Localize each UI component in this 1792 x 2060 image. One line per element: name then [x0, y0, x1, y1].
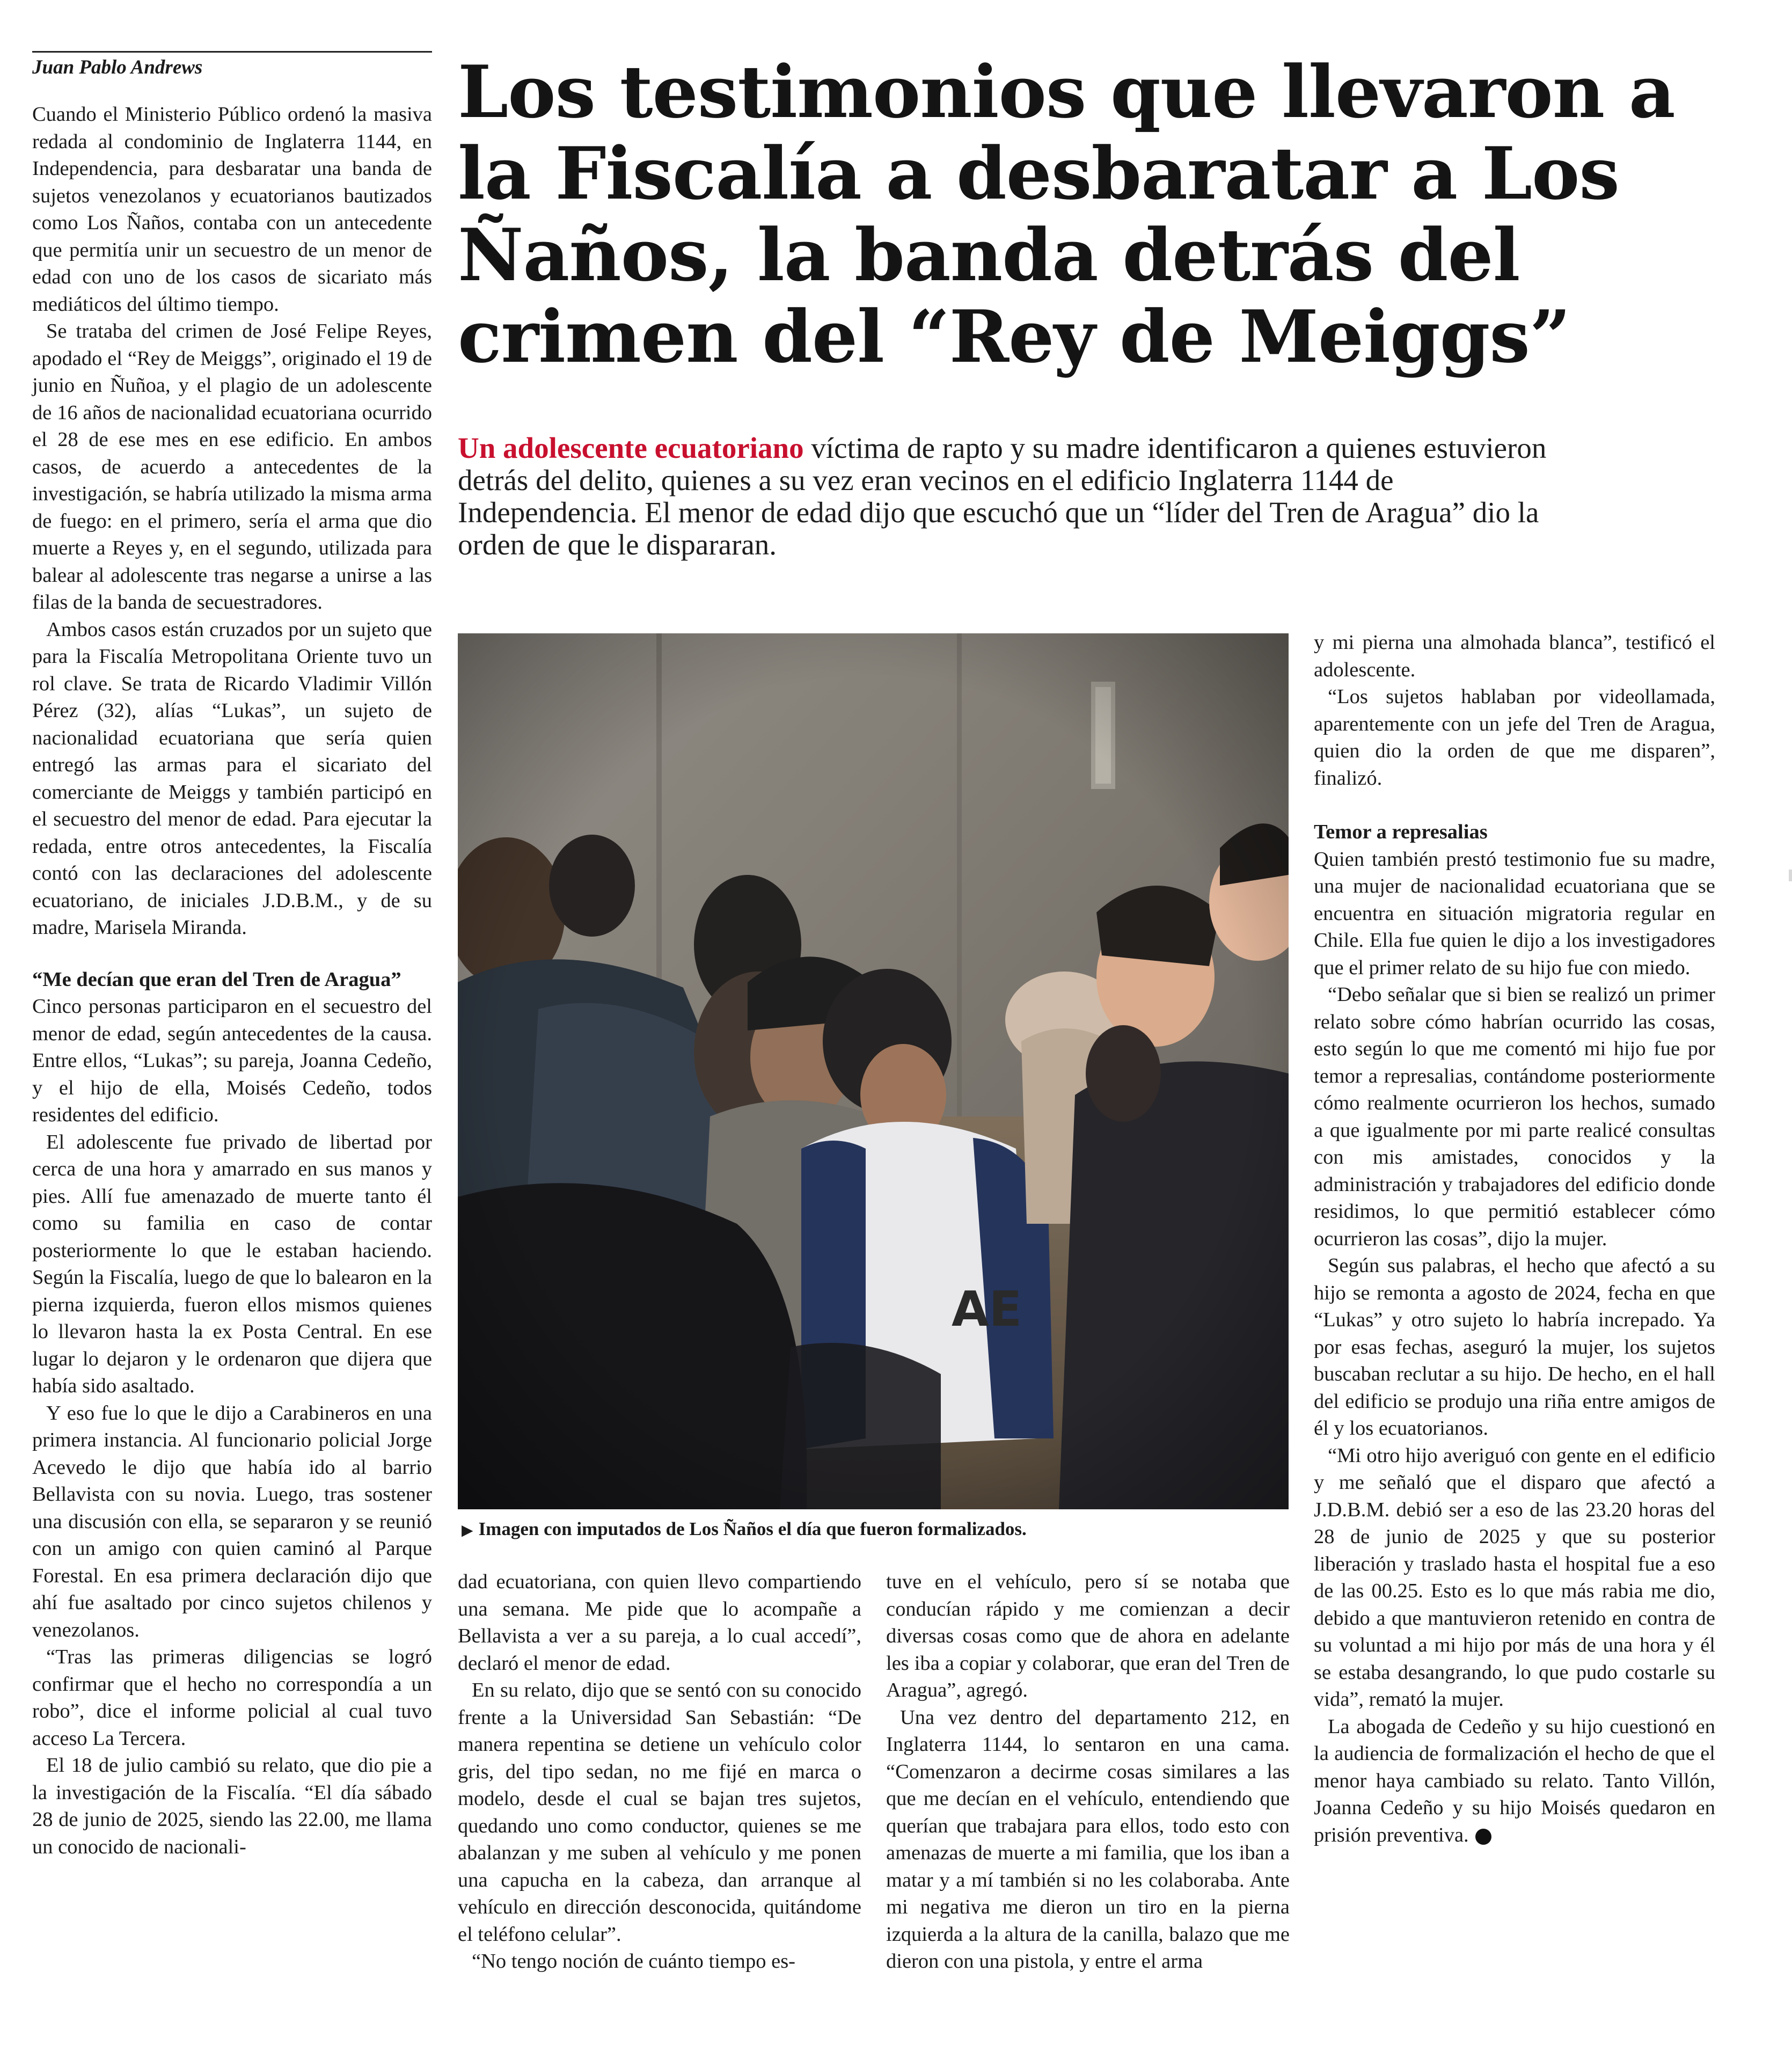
paragraph: El adolescente fue privado de libertad por cerca de una hora y amarrado en sus manos y pies. Allí fue amenazado de muerte tanto él como su familia en caso de contar posteriormente lo que le estaban haciendo. Según la Fiscalía, luego de que lo balearon en la pierna izquierda, fueron ellos mismos quienes lo llevaron hasta la ex Posta Central. En ese lugar lo dejaron y le ordenaron que dijera que había sido asaltado.	[32, 1130, 432, 1397]
article-column-1	[32, 101, 432, 1860]
paragraph	[1314, 1713, 1715, 1849]
paragraph: “Debo señalar que si bien se realizó un primer relato sobre cómo habrían ocurrido las cosas, esto según lo que me comentó mi hijo fue por temor a represalias, contándome posteriormente cómo realmente ocurrieron los hechos, sumado a que igualmente por mi parte realicé consultas con mis amistades, conocidos y la administración y trabajadores del edificio donde residimos, lo que permitió establecer cómo ocurrieron las cosas”, dijo la mujer.	[1314, 983, 1715, 1250]
article-column-3	[886, 1568, 1290, 1975]
paragraph: Quien también prestó testimonio fue su madre, una mujer de nacionalidad ecuatoriana que se encuentra en situación migratoria regular en Chile. Ella fue quien le dijo a los investigadores que el primer relato de su hijo fue con miedo.	[1314, 848, 1715, 979]
paragraph: El 18 de julio cambió su relato, que dio pie a la investigación de la Fiscalía. “El día sábado 28 de junio de 2025, siendo las 22.00, me llama un conocido de nacionali-	[32, 1754, 432, 1858]
courtroom-photo	[458, 633, 1289, 1509]
photo-caption	[462, 1517, 1027, 1543]
paragraph: y mi pierna una almohada blanca”, testificó el adolescente.	[1314, 631, 1715, 681]
deck-text: víctima de rapto y su madre identificaron a quienes estuvieron detrás del delito, quienes a su vez eran vecinos en el edificio Inglaterra 1144 de Independencia. El menor de edad dijo que escuchó que un “líder del Tren de Aragua” dio la orden de que le dispararan.	[458, 432, 1547, 561]
paragraph: “Tras las primeras diligencias se logró confirmar que el hecho no correspondía a un robo”, dice el informe policial al cual tuvo acceso La Tercera.	[32, 1646, 432, 1750]
end-mark-icon	[1475, 1829, 1491, 1845]
subheading: “Me decían que eran del Tren de Aragua”	[32, 968, 401, 991]
paragraph: En su relato, dijo que se sentó con su conocido frente a la Universidad San Sebastián: “De manera repentina se detiene un vehículo color gris, del tipo sedan, no me fijé en marca o modelo, desde el cual se bajan tres sujetos, quedando uno como conductor, quienes se me abalanzan y me suben al vehículo y me ponen una capucha en la cabeza, dan arranque al vehículo en dirección desconocida, quitándome el teléfono celular”.	[458, 1679, 861, 1946]
paragraph: “No tengo noción de cuánto tiempo es-	[472, 1950, 795, 1973]
paragraph: Se trataba del crimen de José Felipe Reyes, apodado el “Rey de Meiggs”, originado el 19 de junio en Ñuñoa, y el plagio de un adolescente de 16 años de nacionalidad ecuatoriana ocurrido el 28 de ese mes en ese edificio. En ambos casos, de acuerdo a antecedentes de la investigación, se habría utilizado la misma arma de fuego: en el primero, sería el arma que dio muerte a Reyes y, en el segundo, utilizada para balear al adolescente tras negarse a unirse a las filas de la banda de secuestradores.	[32, 320, 432, 613]
paragraph: Según sus palabras, el hecho que afectó a su hijo se remonta a agosto de 2024, fecha en que “Lukas” y otro sujeto lo habría increpado. Ya por esas fechas, aseguró la mujer, los sujetos buscaban reclutar a su hijo. De hecho, en el hall del edificio se produjo una riña entre amigos de él y los ecuatorianos.	[1314, 1254, 1715, 1440]
deck	[458, 432, 1574, 561]
paragraph: Cinco personas participaron en el secuestro del menor de edad, según antecedentes de la causa. Entre ellos, “Lukas”; su pareja, Joanna Cedeño, y el hijo de ella, Moisés Cedeño, todos residentes del edificio.	[32, 995, 432, 1126]
paragraph: Cuando el Ministerio Público ordenó la masiva redada al condominio de Inglaterra 1144, en Independencia, para desbaratar una banda de sujetos venezolanos y ecuatorianos bautizados como Los Ñaños, contaba con un antecedente que permitía unir un secuestro de un menor de edad con uno de los casos de sicariato más mediáticos del último tiempo.	[32, 103, 432, 316]
paragraph: tuve en el vehículo, pero sí se notaba que conducían rápido y me comienzan a decir diversas cosas como que de ahora en adelante les iba a copiar y colaborar, que eran del Tren de Aragua”, agregó.	[886, 1570, 1290, 1701]
byline: Juan Pablo Andrews	[32, 56, 203, 78]
headline: Los testimonios que llevaron a la Fiscalía a desbaratar a Los Ñaños, la banda detrás del crimen del “Rey de Meiggs”	[458, 49, 1675, 379]
article-column-4	[1314, 629, 1715, 1849]
byline-rule	[32, 51, 432, 79]
caption-text: Imagen con imputados de Los Ñaños el día que fueron formalizados.	[478, 1518, 1027, 1539]
closing-text: La abogada de Cedeño y su hijo cuestionó en la audiencia de formalización el hecho de que el menor haya cambiado su relato. Tanto Villón, Joanna Cedeño y su hijo Moisés quedaron en prisión preventiva.	[1314, 1715, 1715, 1846]
paragraph: Una vez dentro del departamento 212, en Inglaterra 1144, lo sentaron en una cama. “Comenzaron a decirme cosas similares a las que me decían en el vehículo, entendiendo que querían que trabajara para ellos, todo esto con amenazas de muerte a mi familia, que los iban a matar y a mí también si no les colaboraba. Ante mi negativa me dieron un tiro en la pierna izquierda a la altura de la canilla, balazo que me dieron con una pistola, y entre el arma	[886, 1706, 1290, 1973]
article-photo	[458, 633, 1289, 1509]
subheading: Temor a represalias	[1314, 821, 1488, 843]
paragraph: “Mi otro hijo averiguó con gente en el edificio y me señaló que el disparo que afectó a J.D.B.M. debió ser a eso de las 23.20 horas del 28 de junio de 2025 y que su posterior liberación y traslado hasta el hospital fue a eso de las 00.25. Esto es lo que más rabia me dio, debido a que mantuvieron retenido en contra de su voluntad a mi hijo por más de una hora y él se estaba desangrando, lo que pudo costarle su vida”, remató la mujer.	[1314, 1444, 1715, 1711]
paragraph: Y eso fue lo que le dijo a Carabineros en una primera instancia. Al funcionario policial Jorge Acevedo le dijo que había ido al barrio Bellavista con su novia. Luego, tras sostener una discusión con ella, se separaron y se reunió con un amigo con quien caminó al Parque Forestal. En esa primera declaración dijo que ahí fue asaltado por cinco sujetos chilenos y venezolanos.	[32, 1401, 432, 1641]
paragraph: Ambos casos están cruzados por un sujeto que para la Fiscalía Metropolitana Oriente tuvo un rol clave. Se trata de Ricardo Vladimir Villón Pérez (32), alías “Lukas”, un sujeto de nacionalidad ecuatoriana que sería quien entregó las armas para el sicariato del comerciante de Meiggs y también participó en el secuestro del menor de edad. Para ejecutar la redada, entre otros antecedentes, la Fiscalía contó con las declaraciones del adolescente ecuatoriano, de iniciales J.D.B.M., y de su madre, Marisela Miranda.	[32, 618, 432, 939]
paragraph: dad ecuatoriana, con quien llevo compartiendo una semana. Me pide que lo acompañe a Bellavista a ver a su pareja, a lo cual accedí”, declaró el menor de edad.	[458, 1570, 861, 1675]
edge-mark	[1789, 870, 1792, 881]
article-column-2	[458, 1568, 861, 1975]
paragraph: “Los sujetos hablaban por videollamada, aparentemente con un jefe del Tren de Aragua, quien dio la orden de que me disparen”, finalizó.	[1314, 685, 1715, 790]
caption-arrow-icon: ▶	[462, 1522, 473, 1539]
deck-highlight: Un adolescente ecuatoriano	[458, 432, 804, 464]
